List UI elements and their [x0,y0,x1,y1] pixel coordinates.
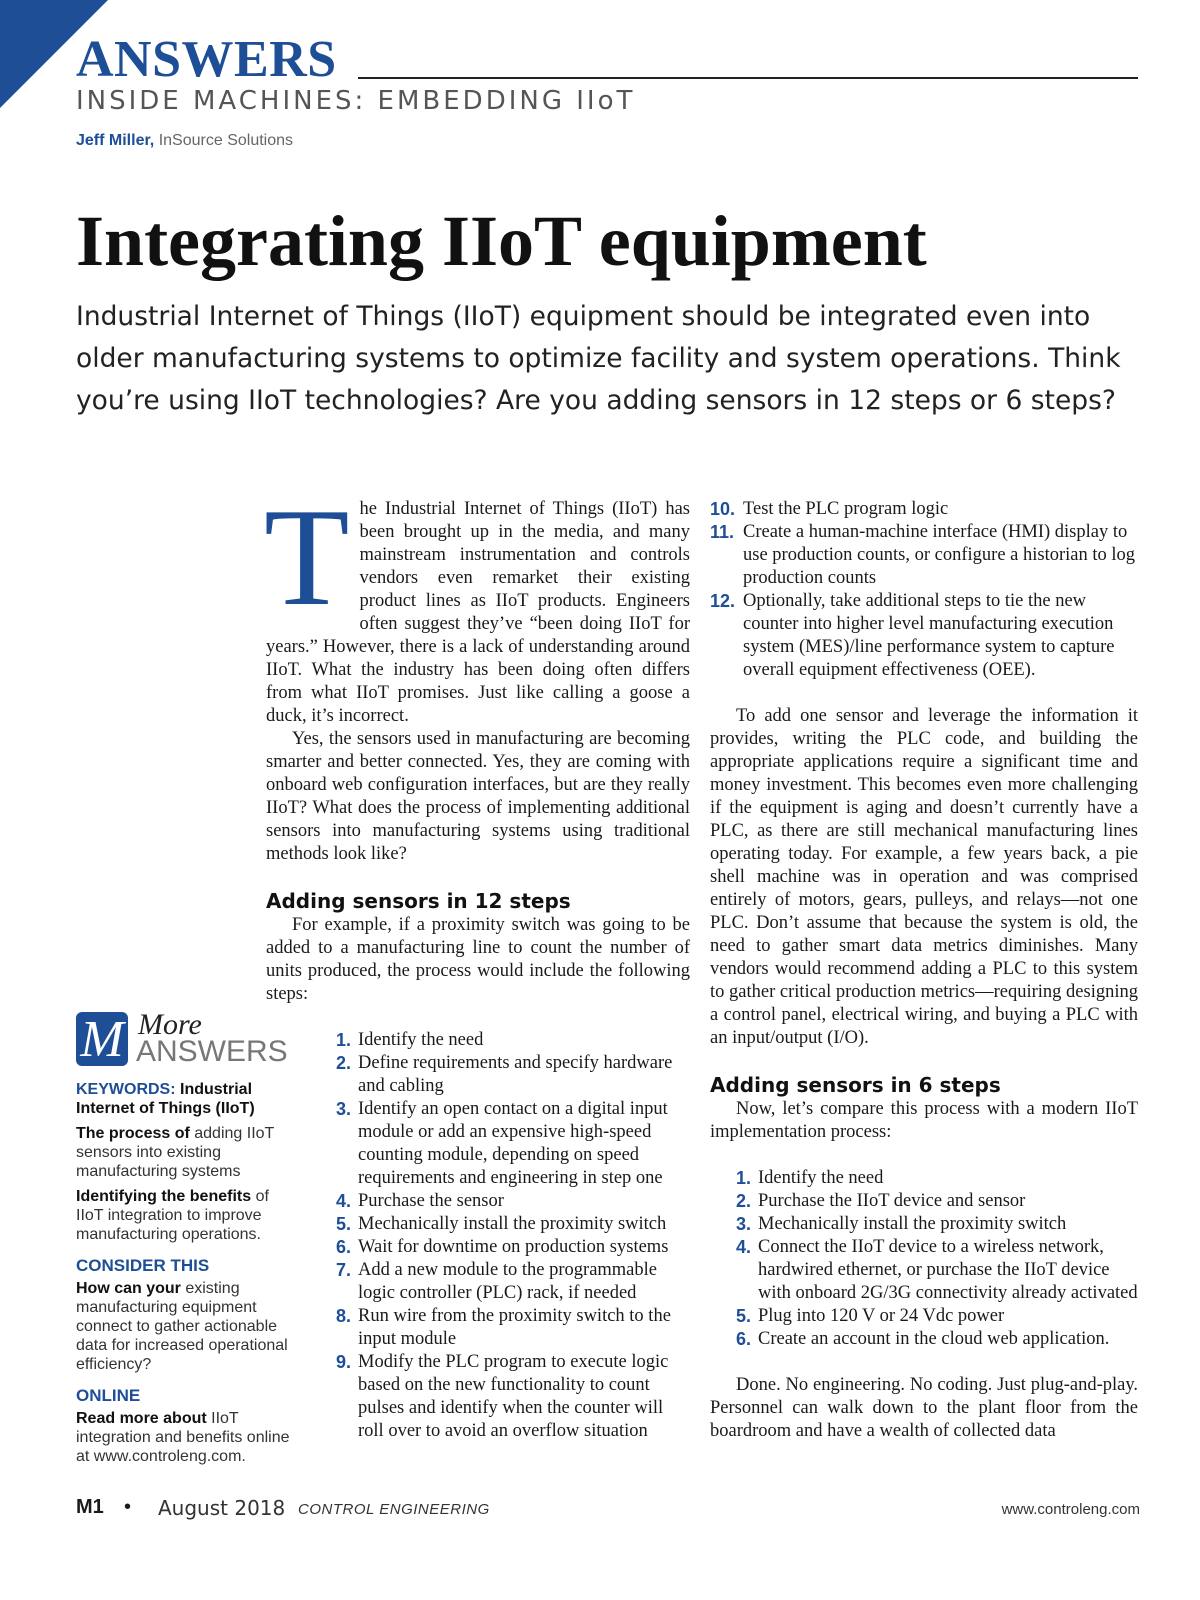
step-number: 9. [336,1352,352,1372]
online-rest: IIoT integration and benefits online at www.controleng.com. [76,1410,290,1465]
step-text: Mechanically install the proximity switch [358,1214,667,1234]
logo-more-text: More [138,1008,202,1041]
step-text: Wait for downtime on production systems [358,1237,669,1257]
step-text: Create a human-machine interface (HMI) display to use production counts, or configure a historian to log production counts [743,522,1136,588]
step-number: 6. [336,1237,352,1257]
more-answers-sidebar [76,1010,296,1472]
section-title: ANSWERS [76,31,337,88]
step-item [710,498,1138,521]
step-number: 2. [736,1191,752,1211]
step-text: Connect the IIoT device to a wireless network, hardwired ethernet, or purchase the IIoT device with onboard 2G/3G connectivity already activated [758,1237,1138,1303]
step-item [736,1236,1138,1305]
logo-answers-text: ANSWERS [136,1035,288,1068]
step-item [710,590,1138,682]
step-item [336,1213,690,1236]
more-answers-logo [76,1010,296,1070]
step-number: 8. [336,1306,352,1326]
step-text: Plug into 120 V or 24 Vdc power [758,1306,1005,1326]
subhead-6-steps: Adding sensors in 6 steps [710,1073,1001,1097]
article-column-1 [264,480,690,1443]
dropcap: T [264,480,350,635]
sidebar-keywords [76,1080,296,1118]
article-column-2 [710,498,1138,1443]
step-number: 3. [736,1214,752,1234]
step-item [710,521,1138,590]
online-lead: Read more about [76,1410,207,1427]
online-text [76,1409,296,1466]
step-number: 5. [736,1306,752,1326]
item-benefits-lead: Identifying the benefits [76,1188,252,1205]
step-number: 10. [710,499,736,519]
step-number: 6. [736,1329,752,1349]
step-item [336,1305,690,1351]
page-footer [76,1496,1140,1526]
consider-lead: How can your [76,1280,181,1297]
step-text: Purchase the IIoT device and sensor [758,1191,1026,1211]
step-text: Add a new module to the programmable logic controller (PLC) rack, if needed [358,1260,657,1303]
step-text: Identify the need [358,1030,484,1050]
step-item [336,1098,690,1190]
sidebar-item-benefits [76,1187,296,1244]
step-item [736,1328,1138,1351]
step-item [336,1236,690,1259]
issue-date: August 2018 [158,1496,286,1520]
step-item [336,1190,690,1213]
keywords-label: KEYWORDS: [76,1081,176,1098]
steps-6-list [736,1167,1138,1351]
step-text: Identify an open contact on a digital input module or add an expensive high-speed counting module, depending on speed requirements and engineering in step one [358,1099,668,1188]
intro-paragraph-2: Yes, the sensors used in manufacturing are becoming smarter and better connected. Yes, they are coming with onboard web configuration interfaces, but are they really IIoT? What does the process of implementing additional sensors into manufacturing systems using traditional methods look like? [266,729,690,864]
step-number: 1. [336,1030,352,1050]
item-process-text: adding IIoT sensors into existing manufacturing systems [76,1125,275,1180]
consider-rest: existing manufacturing equipment connect to gather actionable data for increased operational efficiency? [76,1280,288,1373]
step-text: Optionally, take additional steps to tie the new counter into higher level manufacturing execution system (MES)/line performance system to capture overall equipment effectiveness (OEE). [743,591,1115,680]
step-text: Identify the need [758,1168,884,1188]
step-item [336,1052,690,1098]
step-number: 2. [336,1053,352,1073]
sidebar-item-process [76,1124,296,1181]
item-process-lead: The process of [76,1125,190,1142]
step-item [736,1305,1138,1328]
website-url: www.controleng.com [1001,1501,1140,1518]
page-number: M1 [76,1496,104,1518]
intro-text-1: he Industrial Internet of Things (IIoT) has been brought up in the media, and many mainstream instrumentation and controls vendors even remarket their existing product lines as IIoT products. Engineers often suggest they’ve “been doing IIoT for years.” However, there is a lack of understanding around IIoT. What the industry has been doing often differs from what IIoT promises. Just like calling a goose a duck, it’s incorrect. [266,499,690,726]
step-number: 11. [710,522,735,542]
steps-12-list [336,1029,690,1443]
step-number: 7. [336,1260,352,1280]
author-company: InSource Solutions [158,132,294,149]
keywords-text: Industrial Internet of Things (IIoT) [76,1081,255,1117]
step-item [736,1167,1138,1190]
paragraph-12-intro: For example, if a proximity switch was going to be added to a manufacturing line to count the number of units produced, the process would include the following steps: [266,915,690,1004]
headline: Integrating IIoT equipment [76,201,927,281]
magazine-name: CONTROL ENGINEERING [298,1501,490,1518]
item-benefits-text: of IIoT integration to improve manufacturing operations. [76,1188,269,1243]
steps-12-list-continued [710,498,1138,682]
step-item [336,1351,690,1443]
step-number: 4. [736,1237,752,1257]
step-item [736,1190,1138,1213]
author-name: Jeff Miller, [76,132,155,149]
paragraph-cost: To add one sensor and leverage the information it provides, writing the PLC code, and building the appropriate applications require a significant time and money investment. This becomes even more challenging if the equipment is aging and doesn’t currently have a PLC, as there are still mechanical manufacturing lines operating today. For example, a few years back, a pie shell machine was in operation and was comprised entirely of motors, gears, pulleys, and relays—not one PLC. Don’t assume that because the system is old, the need to gather smart data metrics diminishes. Many vendors would recommend adding a PLC to this system to gather critical production metrics—requiring designing a control panel, electrical wiring, and buying a PLC with an input/output (I/O). [710,706,1138,1048]
step-text: Create an account in the cloud web application. [758,1329,1110,1349]
title-rule [358,77,1138,79]
section-subtitle: INSIDE MACHINES: EMBEDDING IIoT [76,86,636,116]
step-item [736,1213,1138,1236]
step-number: 5. [336,1214,352,1234]
byline [76,132,293,150]
step-number: 3. [336,1099,352,1119]
paragraph-done: Done. No engineering. No coding. Just plug-and-play. Personnel can walk down to the plant floor from the boardroom and have a wealth of collected data [710,1375,1138,1441]
step-number: 1. [736,1168,752,1188]
step-text: Test the PLC program logic [743,499,949,519]
deck: Industrial Internet of Things (IIoT) equipment should be integrated even into older manufacturing systems to optimize facility and system operations. Think you’re using IIoT technologies? Are you adding sensors in 12 steps or 6 steps? [76,301,1121,416]
step-number: 4. [336,1191,352,1211]
step-number: 12. [710,591,736,611]
step-text: Mechanically install the proximity switch [758,1214,1067,1234]
step-text: Modify the PLC program to execute logic based on the new functionality to count pulses and identify when the counter will roll over to avoid an overflow situation [358,1352,669,1441]
consider-this-heading: CONSIDER THIS [76,1256,210,1275]
online-heading: ONLINE [76,1386,141,1405]
consider-this-text [76,1279,296,1374]
step-text: Purchase the sensor [358,1191,504,1211]
step-text: Define requirements and specify hardware and cabling [358,1053,673,1096]
paragraph-6-intro: Now, let’s compare this process with a modern IIoT implementation process: [710,1099,1138,1142]
footer-bullet: • [124,1496,132,1518]
step-text: Run wire from the proximity switch to the input module [358,1306,671,1349]
intro-paragraph-1 [264,480,690,728]
step-item [336,1259,690,1305]
step-item [336,1029,690,1052]
more-answers-m-icon: M [76,1012,128,1066]
subhead-12-steps: Adding sensors in 12 steps [266,889,571,913]
